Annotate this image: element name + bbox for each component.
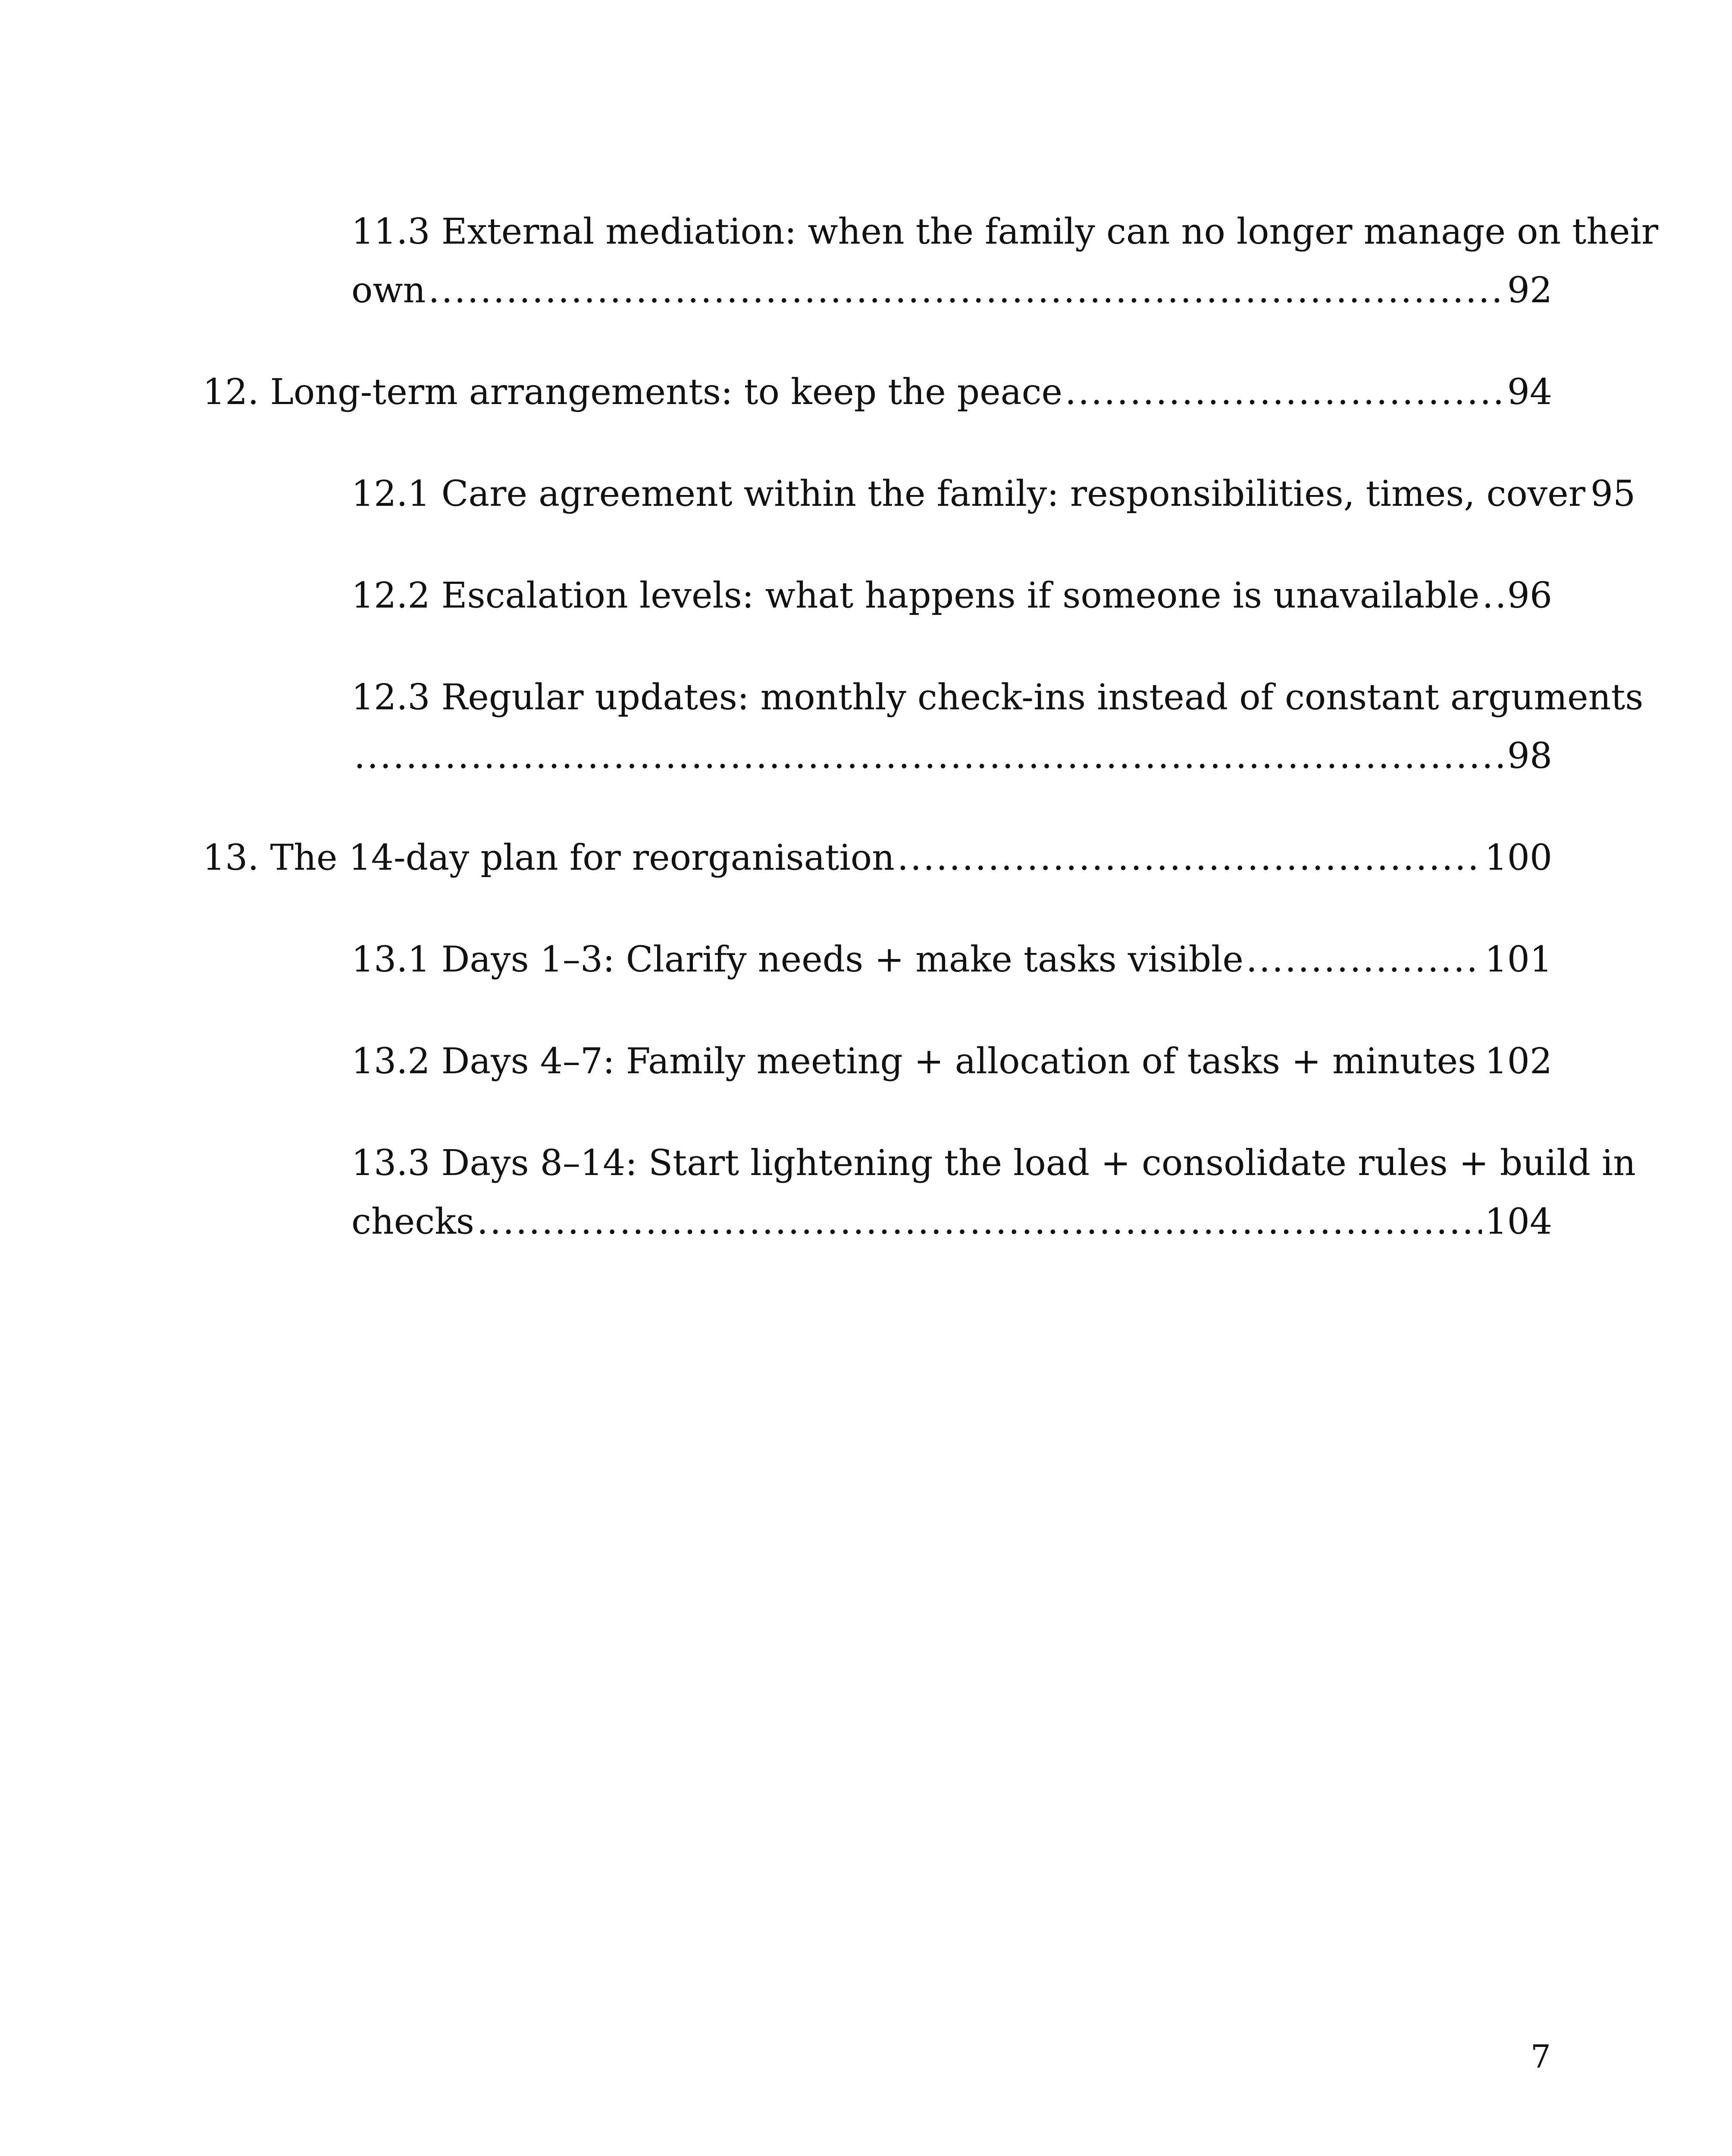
dot-leader <box>1065 363 1505 422</box>
dot-leader <box>1478 1032 1482 1091</box>
toc-entry-text: 11.3 External mediation: when the family can no longer manage on their <box>351 211 1658 252</box>
toc-entry-text: 12.2 Escalation levels: what happens if someone is unavailable <box>351 575 1480 616</box>
dot-leader <box>1246 931 1482 989</box>
toc-entry-12-1[interactable] <box>351 465 1636 523</box>
toc-page-number: 94 <box>1507 372 1552 413</box>
toc-entry-text: 13.3 Days 8–14: Start lightening the load + consolidate rules + build in <box>351 1143 1636 1184</box>
toc-entry-text-continued: own <box>351 270 426 311</box>
dot-leader <box>354 727 1505 786</box>
toc-entry-11-3[interactable] <box>351 203 1658 320</box>
toc-page-number: 102 <box>1485 1041 1552 1082</box>
dot-leader <box>428 261 1504 320</box>
toc-entry-text: 13. The 14-day plan for reorganisation <box>203 837 895 878</box>
toc-entry-text-continued: checks <box>351 1201 474 1242</box>
toc-page-number: 104 <box>1485 1201 1552 1242</box>
toc-entry-text: 12.1 Care agreement within the family: responsibilities, times, cover <box>351 473 1585 514</box>
toc-entry-text: 13.2 Days 4–7: Family meeting + allocation of tasks + minutes <box>351 1041 1476 1082</box>
toc-entry-12[interactable] <box>203 363 1552 422</box>
toc-entry-12-3[interactable] <box>351 668 1644 786</box>
toc-entry-13-2[interactable] <box>351 1032 1552 1091</box>
toc-entry-13-1[interactable] <box>351 931 1552 989</box>
toc-entry-13[interactable] <box>203 829 1552 887</box>
toc-page-number: 92 <box>1507 270 1552 311</box>
toc-entry-text: 12. Long-term arrangements: to keep the peace <box>203 372 1063 413</box>
toc-page-number: 101 <box>1485 939 1552 980</box>
toc-page-number: 96 <box>1507 575 1552 616</box>
toc-page-number: 95 <box>1590 473 1636 514</box>
dot-leader <box>477 1193 1482 1251</box>
toc-entry-text: 13.1 Days 1–3: Clarify needs + make tasks visible <box>351 939 1243 980</box>
toc-entry-12-2[interactable] <box>351 567 1552 625</box>
dot-leader <box>1482 567 1504 625</box>
table-of-contents <box>203 203 1658 1251</box>
dot-leader <box>897 829 1482 887</box>
toc-entry-text: 12.3 Regular updates: monthly check-ins instead of constant arguments <box>351 677 1644 718</box>
toc-page-number: 98 <box>1507 736 1552 777</box>
page-number: 7 <box>1530 2038 1551 2075</box>
toc-page-number: 100 <box>1485 837 1552 878</box>
toc-entry-13-3[interactable] <box>351 1134 1636 1251</box>
